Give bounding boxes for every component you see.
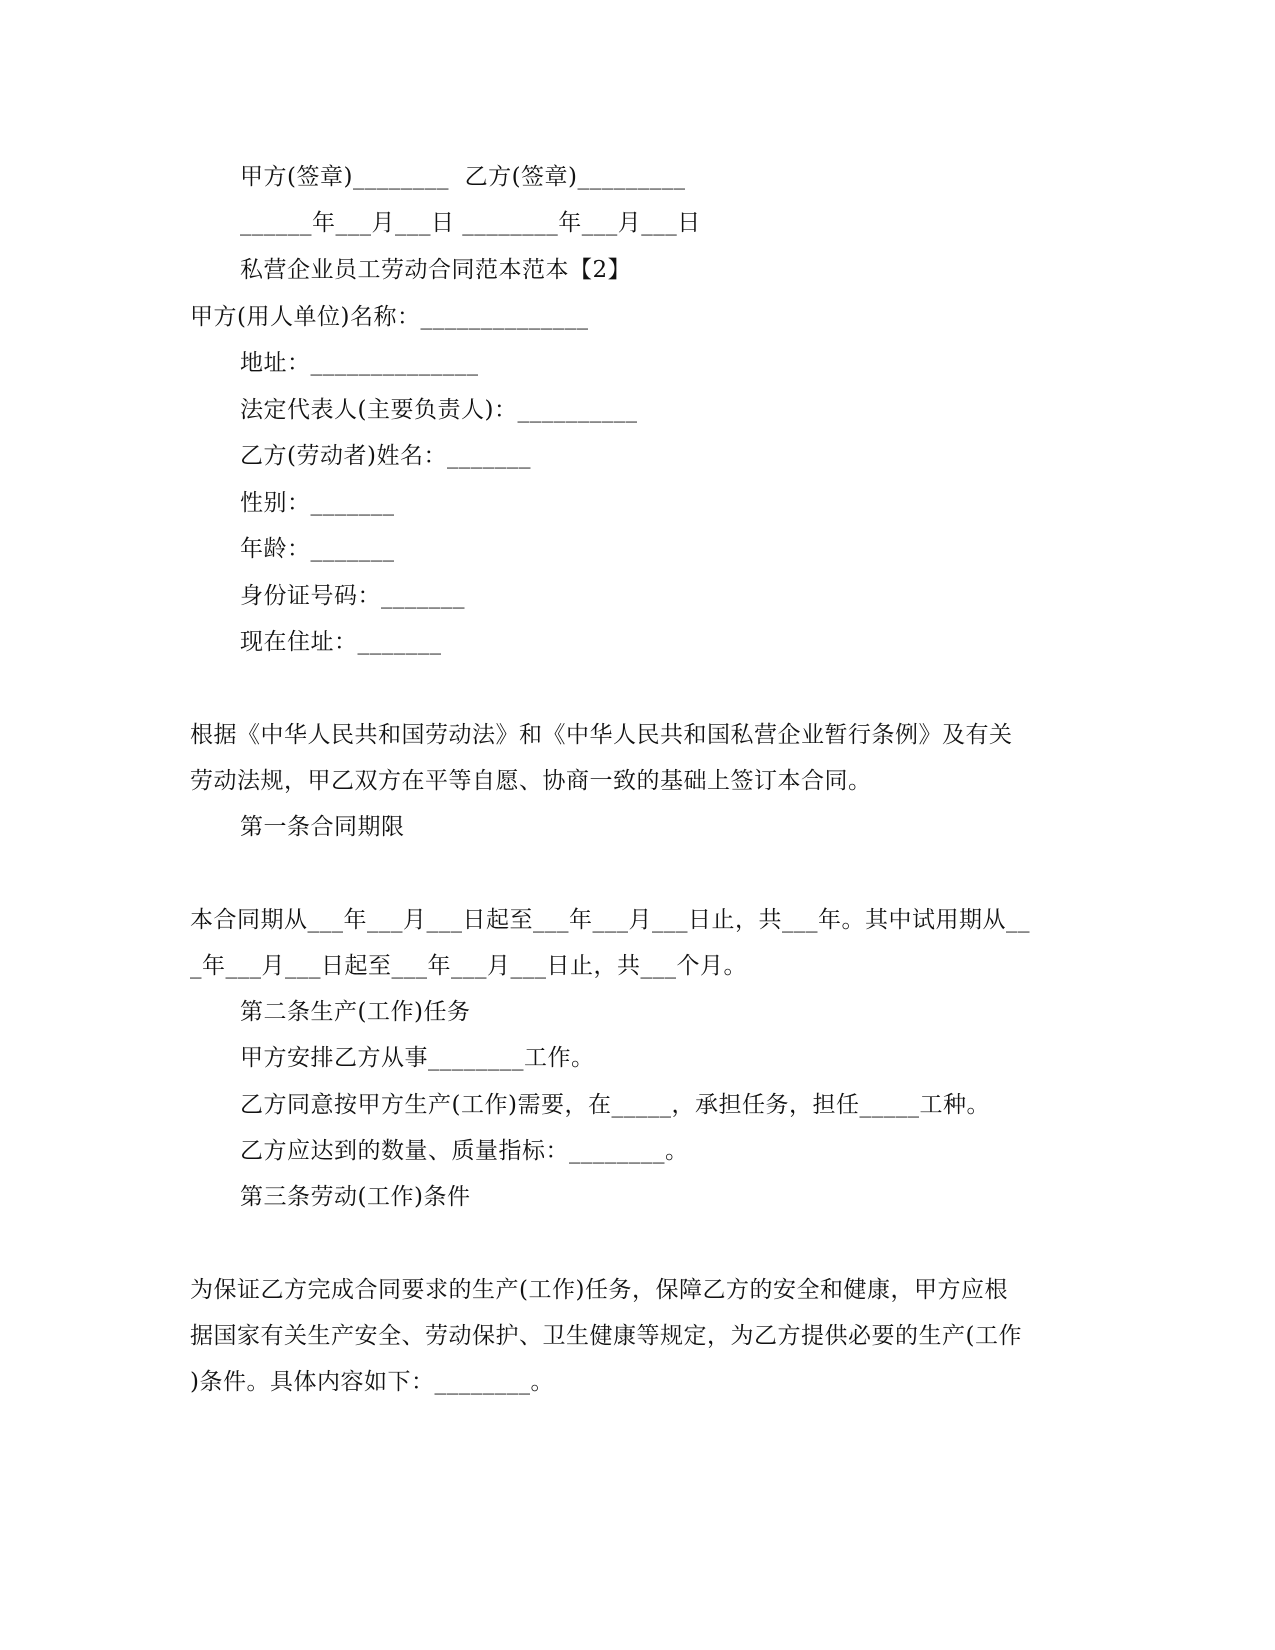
article-3-title: 第三条劳动(工作)条件 — [240, 1184, 471, 1210]
age-field: 年龄：_______ — [240, 536, 395, 562]
party-b-name-field: 乙方(劳动者)姓名：_______ — [240, 443, 531, 469]
legal-rep-field: 法定代表人(主要负责人)：__________ — [240, 397, 638, 423]
article-2-item-3: 乙方应达到的数量、质量指标：________。 — [240, 1138, 689, 1164]
article-1-title: 第一条合同期限 — [240, 814, 405, 840]
preamble-line-1: 根据《中华人民共和国劳动法》和《中华人民共和国私营企业暂行条例》及有关 — [190, 722, 1013, 748]
date-line: ______年___月___日 ________年___月___日 — [240, 210, 701, 236]
article-2-title: 第二条生产(工作)任务 — [240, 999, 471, 1025]
article-3-text-3: )条件。具体内容如下：________。 — [190, 1369, 554, 1395]
article-1-text-2: _年___月___日起至___年___月___日止，共___个月。 — [190, 953, 747, 979]
article-3-text-2: 据国家有关生产安全、劳动保护、卫生健康等规定，为乙方提供必要的生产(工作 — [190, 1323, 1022, 1349]
signature-line: 甲方(签章)________ 乙方(签章)_________ — [240, 164, 686, 190]
article-2-item-2: 乙方同意按甲方生产(工作)需要，在_____，承担任务，担任_____工种。 — [240, 1092, 990, 1118]
article-2-item-1: 甲方安排乙方从事________工作。 — [240, 1045, 595, 1071]
article-1-text-1: 本合同期从___年___月___日起至___年___月___日止，共___年。其中试用期从__ — [190, 907, 1030, 933]
article-3-text-1: 为保证乙方完成合同要求的生产(工作)任务，保障乙方的安全和健康，甲方应根 — [190, 1277, 1008, 1303]
preamble-line-2: 劳动法规，甲乙双方在平等自愿、协商一致的基础上签订本合同。 — [190, 768, 872, 794]
address-field: 地址：______________ — [240, 350, 479, 376]
current-address-field: 现在住址：_______ — [240, 629, 442, 655]
section-title: 私营企业员工劳动合同范本范本【2】 — [240, 257, 632, 283]
gender-field: 性别：_______ — [240, 490, 395, 516]
id-number-field: 身份证号码：_______ — [240, 583, 465, 609]
party-a-name-field: 甲方(用人单位)名称：______________ — [190, 304, 589, 330]
